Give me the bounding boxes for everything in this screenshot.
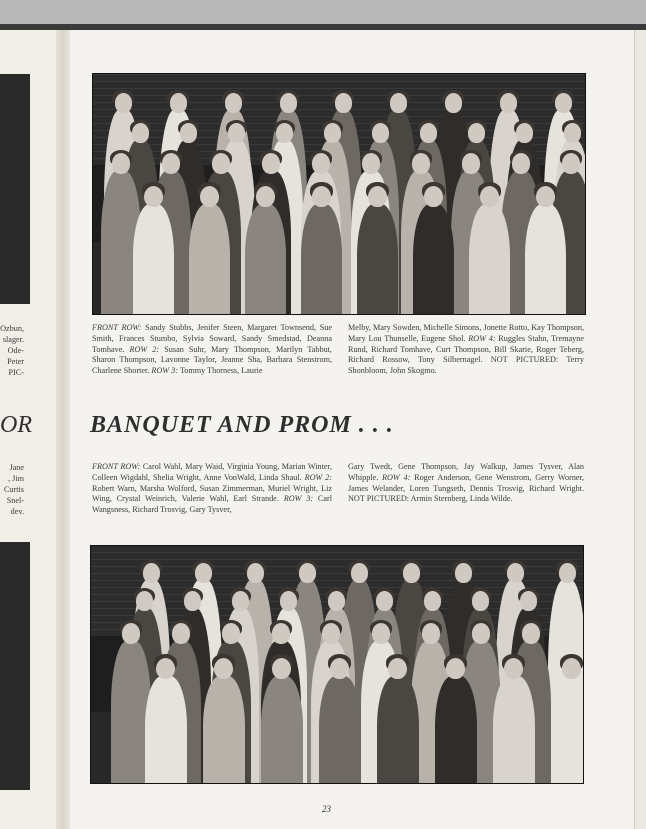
student-figure-head: [162, 153, 180, 174]
student-figure-body: [357, 204, 399, 315]
caption-names: Susan Suhr, Mary Thompson, Marilyn Tabbut, Sharon Thompson, Lavonne Taylor, Jeanne Sha, Barbara Stenstrom, Charlene Shorter.: [92, 344, 332, 376]
student-figure-head: [115, 93, 132, 113]
student-figure-head: [299, 563, 316, 583]
student-figure-head: [368, 186, 387, 208]
student-figure-head: [420, 123, 437, 143]
caption-names: Melby, Mary Sowden, Michelle Simons, Jonette Rotto, Kay Thompson, Mary Lou Thunselle, Eugene Shol.: [348, 323, 584, 343]
student-figure-head: [122, 623, 140, 644]
student-figure-head: [455, 563, 472, 583]
student-figure-head: [372, 123, 389, 143]
student-figure-body: [493, 676, 535, 784]
student-figure-body: [413, 204, 455, 315]
left-fragment-line: Peter: [7, 357, 24, 366]
row-label: FRONT ROW:: [92, 323, 142, 332]
row-label: ROW 3:: [283, 494, 314, 504]
left-facing-page: [0, 30, 63, 829]
section-heading: BANQUET AND PROM . . .: [90, 412, 394, 438]
student-figure-head: [472, 591, 489, 611]
caption-names: Gary Twedt, Gene Thompson, Jay Walkup, James Tysver, Alan Whipple.: [348, 462, 584, 482]
student-figure-body: [469, 204, 511, 315]
student-figure-head: [184, 591, 201, 611]
student-figure-head: [170, 93, 187, 113]
caption-names: Ruggles Stahn, Tremayne Rund, Richard Tomhave, Curt Thompson, Bill Skarie, Roger Teberg, Richard Rossow, Tony Silbernagel. NOT PICTURED: Terry Shonbloom, John Skogmo.: [348, 333, 584, 376]
left-fragment-line: dev.: [10, 507, 24, 516]
student-figure-head: [520, 591, 537, 611]
student-figure-head: [536, 186, 555, 208]
student-figure-head: [500, 93, 517, 113]
row-label: FRONT ROW:: [92, 462, 141, 471]
student-figure-head: [195, 563, 212, 583]
student-figure-head: [335, 93, 352, 113]
student-figure-head: [472, 623, 490, 644]
student-figure-head: [136, 591, 153, 611]
student-figure-head: [280, 93, 297, 113]
student-figure-head: [132, 123, 149, 143]
student-figure-head: [351, 563, 368, 583]
student-figure-head: [330, 658, 349, 680]
caption-names: Carl Wangsness, Richard Trosvig, Gary Tysver,: [92, 494, 332, 515]
page-number: 23: [322, 804, 331, 814]
student-figure-head: [222, 623, 240, 644]
student-figure-head: [322, 623, 340, 644]
class-photo-top: [92, 73, 586, 315]
student-figure-head: [372, 623, 390, 644]
student-figure-head: [388, 658, 407, 680]
student-figure-head: [555, 93, 572, 113]
student-figure-body: [145, 676, 187, 784]
class-photo-bottom: [90, 545, 584, 784]
student-figure-head: [324, 123, 341, 143]
student-figure-body: [245, 204, 287, 315]
student-figure-head: [280, 591, 297, 611]
student-figure-head: [256, 186, 275, 208]
left-page-heading-fragment: OR: [0, 412, 32, 438]
student-figure-head: [272, 623, 290, 644]
student-figure-body: [435, 676, 477, 784]
student-figure-head: [312, 153, 330, 174]
student-figure-head: [312, 186, 331, 208]
left-fragment-line: Ozbun,: [0, 324, 24, 333]
student-figure-head: [390, 93, 407, 113]
caption-names: Sandy Stubbs, Jenifer Steen, Margaret Townsend, Sue Smith, Frances Stumbo, Sylvia Soward, Sandy Smedstad, Deanna Tomhave.: [92, 323, 332, 354]
left-fragment-line: slager.: [2, 335, 24, 344]
caption-names: Carol Wahl, Mary Waid, Virginia Young, Marian Winter, Colleen Wigdahl, Shelia Wright, Anne VonWald, Linda Shaul.: [92, 462, 332, 482]
student-figure-body: [525, 204, 567, 315]
student-figure-head: [504, 658, 523, 680]
student-figure-head: [144, 186, 163, 208]
row-label: ROW 2:: [304, 472, 332, 482]
caption-top-column-2: [348, 323, 584, 377]
row-label: ROW 3:: [151, 366, 178, 376]
student-figure-head: [272, 658, 291, 680]
student-figure-head: [232, 591, 249, 611]
caption-names: Robert Warn, Marsha Wolford, Susan Zimmerman, Muriel Wright, Liz Wing, Crystal Weinrich, Valerie Wahl, Earl Strande.: [92, 483, 332, 504]
row-label: ROW 2:: [129, 344, 160, 354]
student-figure-head: [156, 658, 175, 680]
student-figure-head: [262, 153, 280, 174]
student-figure-head: [276, 123, 293, 143]
student-figure-head: [412, 153, 430, 174]
student-figure-head: [422, 623, 440, 644]
left-fragment-line: Curtis: [3, 485, 24, 494]
student-figure-body: [551, 676, 584, 784]
student-figure-head: [112, 153, 130, 174]
row-label: ROW 4:: [468, 333, 496, 343]
student-figure-body: [203, 676, 245, 784]
caption-names: Tommy Thorness, Laurie: [177, 366, 263, 376]
student-figure-head: [376, 591, 393, 611]
caption-bottom-column-2: [348, 462, 584, 505]
student-figure-head: [362, 153, 380, 174]
student-figure-body: [189, 204, 231, 315]
student-figure-head: [507, 563, 524, 583]
student-figure-head: [562, 153, 580, 174]
student-figure-head: [214, 658, 233, 680]
student-figure-head: [172, 623, 190, 644]
student-figure-body: [301, 204, 343, 315]
student-figure-head: [200, 186, 219, 208]
student-figure-head: [516, 123, 533, 143]
student-figure-head: [468, 123, 485, 143]
student-figure-head: [247, 563, 264, 583]
scan-background-top: [0, 0, 646, 24]
left-fragment-line: Snel-: [6, 496, 24, 505]
student-figure-body: [133, 204, 175, 315]
student-figure-body: [377, 676, 419, 784]
student-figure-head: [328, 591, 345, 611]
student-figure-head: [225, 93, 242, 113]
student-figure-head: [512, 153, 530, 174]
caption-bottom-column-1: [92, 462, 332, 516]
student-figure-head: [564, 123, 581, 143]
left-fragment-line: Jane: [9, 463, 24, 472]
left-fragment-line: PIC-: [8, 368, 24, 377]
row-label: ROW 4:: [382, 472, 411, 482]
student-figure-head: [212, 153, 230, 174]
student-figure-head: [446, 658, 465, 680]
left-fragment-line: , Jim: [8, 474, 24, 483]
student-figure-head: [143, 563, 160, 583]
student-figure-head: [480, 186, 499, 208]
student-figure-body: [319, 676, 361, 784]
left-fragment-line: Ode-: [7, 346, 24, 355]
left-page-photo-bottom: [0, 542, 30, 790]
student-figure-head: [424, 186, 443, 208]
student-figure-head: [559, 563, 576, 583]
caption-names: Roger Anderson, Gene Wenstrom, Gerry Worner, James Welander, Loren Tungseth, Dennis Trosvig, Richard Wright. NOT PICTURED: Armin Sternberg, Linda Wilde.: [348, 472, 584, 504]
student-figure-head: [522, 623, 540, 644]
student-figure-body: [261, 676, 303, 784]
caption-top-column-1: [92, 323, 332, 377]
student-figure-head: [180, 123, 197, 143]
student-figure-head: [462, 153, 480, 174]
student-figure-head: [445, 93, 462, 113]
page-edge: [634, 30, 646, 829]
student-figure-head: [562, 658, 581, 680]
left-page-photo-top: [0, 74, 30, 304]
student-figure-head: [424, 591, 441, 611]
student-figure-head: [228, 123, 245, 143]
student-figure-head: [403, 563, 420, 583]
